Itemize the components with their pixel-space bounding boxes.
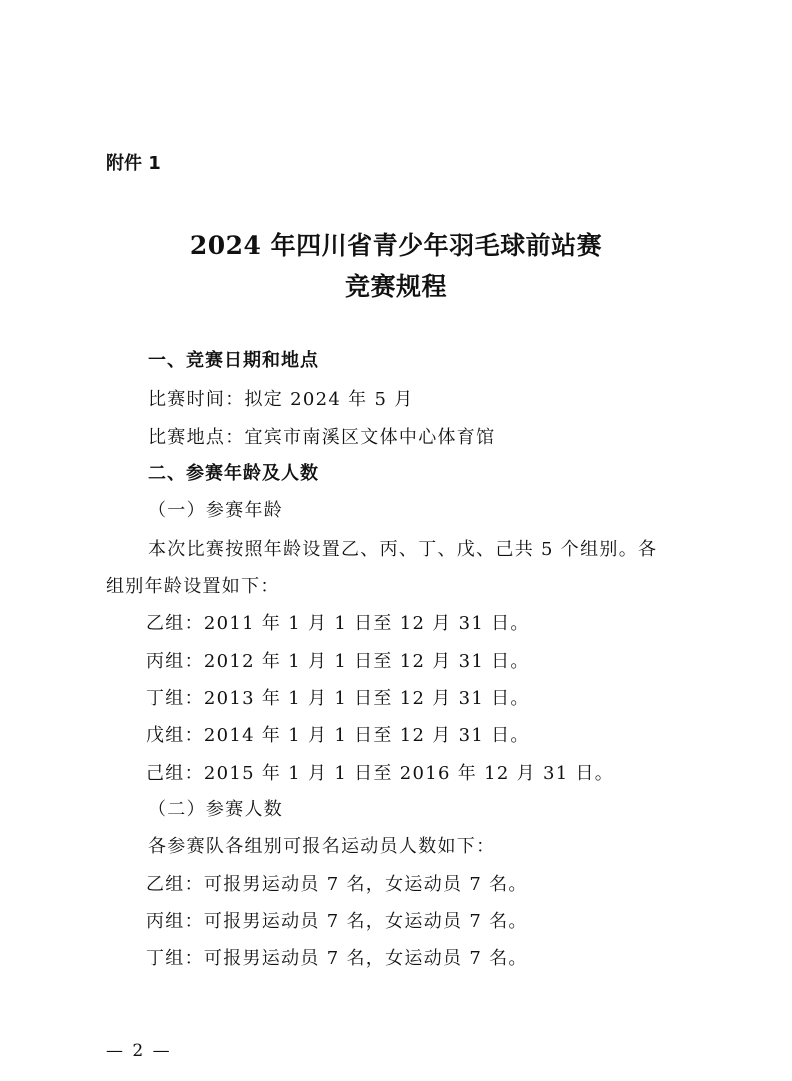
count-group-yi: 乙组：可报男运动员 7 名，女运动员 7 名。: [146, 874, 528, 895]
age-group-ji: 己组：2015 年 1 月 1 日至 2016 年 12 月 31 日。: [146, 763, 615, 784]
page-number: — 2 —: [106, 1041, 172, 1061]
section-heading-age-count: 二、参赛年龄及人数: [148, 463, 319, 484]
section-heading-dates-venue: 一、竞赛日期和地点: [148, 350, 319, 371]
age-paragraph-line1: 本次比赛按照年龄设置乙、丙、丁、戊、己共 5 个组别。各: [148, 539, 658, 560]
count-group-bing: 丙组：可报男运动员 7 名，女运动员 7 名。: [146, 911, 528, 932]
document-title-line1: 2024 年四川省青少年羽毛球前站赛: [189, 231, 603, 260]
document-title-line2: 竞赛规程: [344, 272, 447, 301]
age-paragraph-line2: 组别年龄设置如下：: [106, 576, 280, 597]
subsection-heading-count: （二）参赛人数: [148, 799, 284, 820]
subsection-heading-age: （一）参赛年龄: [148, 500, 284, 521]
age-group-yi: 乙组：2011 年 1 月 1 日至 12 月 31 日。: [146, 613, 530, 634]
attachment-label: 附件 1: [106, 153, 161, 174]
age-group-ding: 丁组：2013 年 1 月 1 日至 12 月 31 日。: [146, 688, 530, 709]
competition-venue: 比赛地点：宜宾市南溪区文体中心体育馆: [148, 427, 496, 448]
count-intro: 各参赛队各组别可报名运动员人数如下：: [148, 836, 496, 857]
competition-time: 比赛时间：拟定 2024 年 5 月: [148, 389, 414, 410]
age-group-bing: 丙组：2012 年 1 月 1 日至 12 月 31 日。: [146, 651, 530, 672]
age-group-wu: 戊组：2014 年 1 月 1 日至 12 月 31 日。: [146, 725, 530, 746]
count-group-ding: 丁组：可报男运动员 7 名，女运动员 7 名。: [146, 948, 528, 969]
